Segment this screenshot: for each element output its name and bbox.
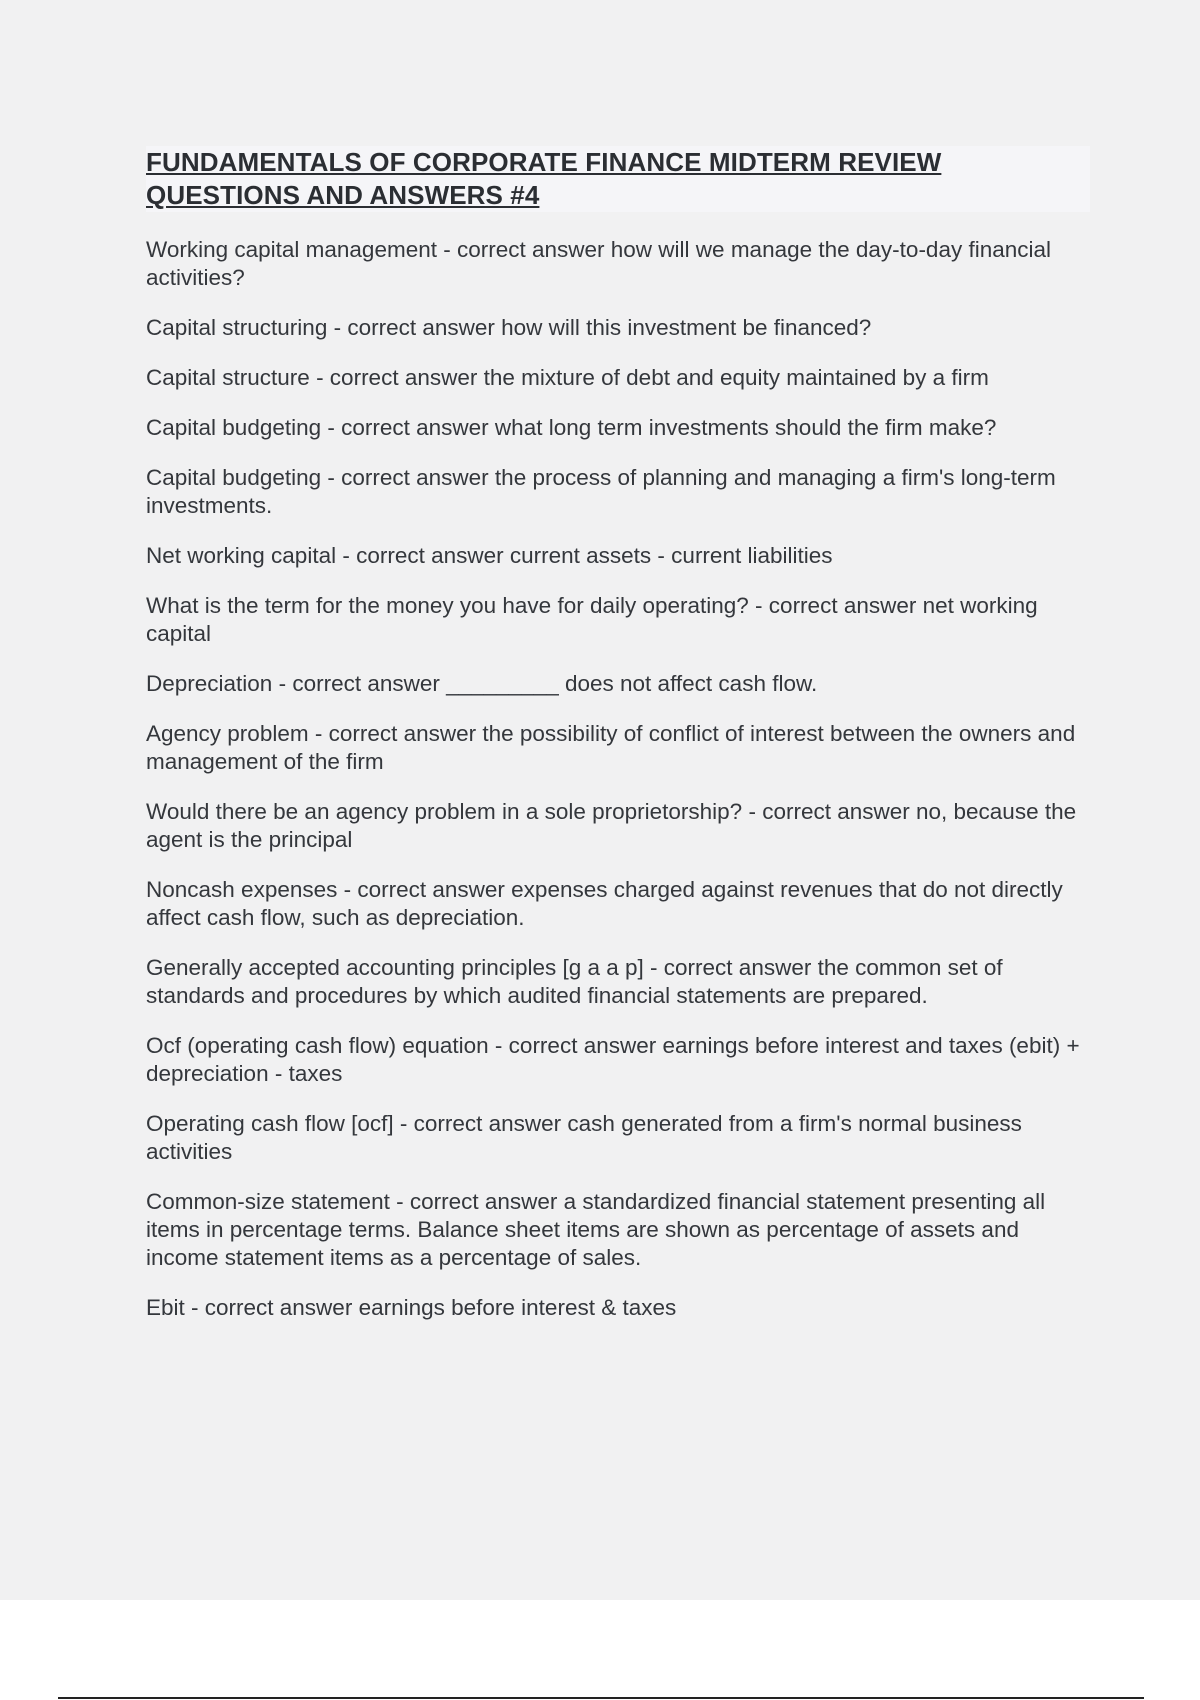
qa-entry: Net working capital - correct answer current assets - current liabilities — [146, 543, 833, 568]
qa-entry: Capital structure - correct answer the mixture of debt and equity maintained by a firm — [146, 365, 989, 390]
qa-entry: Noncash expenses - correct answer expenses charged against revenues that do not directly affect cash flow, such as depreciation. — [146, 877, 1063, 930]
qa-entry: Generally accepted accounting principles [g a a p] - correct answer the common set of standards and procedures by which audited financial statements are prepared. — [146, 955, 1003, 1008]
qa-entry: Depreciation - correct answer _________ does not affect cash flow. — [146, 671, 818, 696]
qa-entry: What is the term for the money you have for daily operating? - correct answer net working capital — [146, 593, 1038, 646]
qa-entry: Common-size statement - correct answer a standardized financial statement presenting all items in percentage terms. Balance sheet items are shown as percentage of assets and income statement items as a percentage of sales. — [146, 1189, 1046, 1270]
qa-entry: Capital budgeting - correct answer the process of planning and managing a firm's long-term investments. — [146, 465, 1056, 518]
qa-entry: Would there be an agency problem in a sole proprietorship? - correct answer no, because the agent is the principal — [146, 799, 1077, 852]
qa-entry: Capital structuring - correct answer how will this investment be financed? — [146, 315, 872, 340]
qa-entry: Ebit - correct answer earnings before interest & taxes — [146, 1295, 677, 1320]
qa-entry: Capital budgeting - correct answer what long term investments should the firm make? — [146, 415, 997, 440]
footer-divider — [58, 1697, 1144, 1699]
document-content — [146, 146, 1090, 1344]
document-title: FUNDAMENTALS OF CORPORATE FINANCE MIDTERM REVIEW QUESTIONS AND ANSWERS #4 — [146, 146, 1090, 212]
qa-entry: Ocf (operating cash flow) equation - correct answer earnings before interest and taxes (ebit) + depreciation - taxes — [146, 1033, 1080, 1086]
qa-entry: Operating cash flow [ocf] - correct answer cash generated from a firm's normal business activities — [146, 1111, 1022, 1164]
qa-entry: Working capital management - correct answer how will we manage the day-to-day financial activities? — [146, 237, 1052, 290]
qa-entry: Agency problem - correct answer the possibility of conflict of interest between the owners and management of the firm — [146, 721, 1076, 774]
